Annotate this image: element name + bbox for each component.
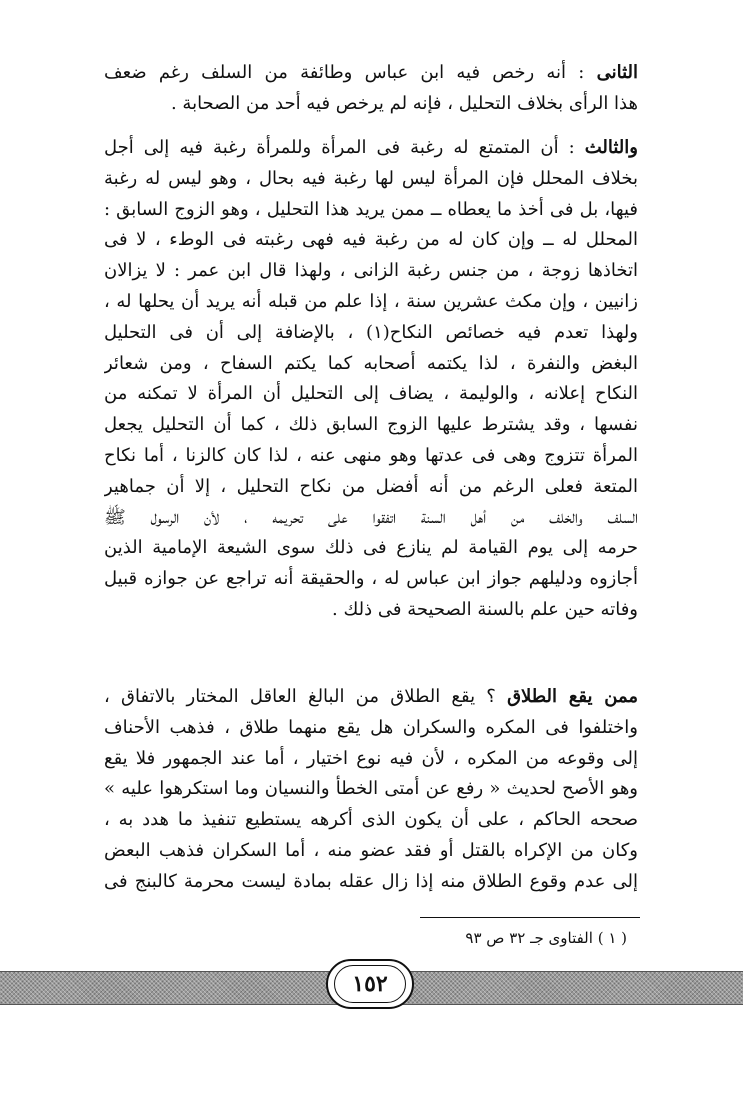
text-line: ممن يقع الطلاق ؟ يقع الطلاق من البالغ العاقل المختار بالاتفاق ، [104, 686, 638, 707]
text-line: السلف والخلف من أهل السنة اتفقوا على تحريمه ، لأن الرسول ﷺ [104, 506, 638, 528]
text-line: هذا الرأى بخلاف التحليل ، فإنه لم يرخص فيه أحد من الصحابة . [170, 92, 638, 114]
text-line: بخلاف المحلل فإن المرأة ليس لها رغبة فيه بحال ، وهو ليس له رغبة [104, 167, 638, 189]
paragraph-second [104, 58, 638, 120]
text-line: وهو الأصح لحديث « رفع عن أمتى الخطأ والنسيان وما استكرهوا عليه » [104, 778, 638, 800]
text-line: المحلل له ــ وإن كان له من رغبة فيه فهى رغبته فى الوطء ، لا فى [104, 229, 638, 251]
text-line: أجازوه ودليلهم جواز ابن عباس له ، والحقيقة أنه تراجع عن جوازه قبيل [104, 568, 638, 590]
text-line: صححه الحاكم ، على أن يكون الذى أكرهه يستطيع تنفيذ ما هدد به ، [104, 809, 638, 831]
footnote: ( ١ ) الفتاوى جـ ٣٢ ص ٩٣ [465, 929, 627, 947]
text-line: نفسها ، وقد يشترط عليها الزوج السابق ذلك ، كما أن التحليل يجعل [104, 414, 638, 436]
text-line: المرأة تتزوج وهى فى عدتها وهو منهى عنه ، لذا كان كالزنا ، أما نكاح [104, 444, 638, 466]
page-number: ١٥٢ [334, 965, 406, 1003]
text-line: إلى وقوعه من المكره ، لأن فيه نوع اختيار ، أما عند الجمهور فلا يقع [104, 747, 638, 769]
text-line: البغض والنفرة ، لذا يكتمه أصحابه كما يكتم السفاح ، ومن شعائر [104, 352, 638, 374]
text-line: ولهذا تعدم فيه خصائص النكاح(١) ، بالإضافة إلى أن فى التحليل [104, 321, 638, 343]
page-number-badge [326, 959, 414, 1009]
footnote-separator [420, 917, 640, 918]
paragraph-divorce [104, 682, 638, 898]
heading-divorce: ممن يقع الطلاق [507, 686, 638, 707]
text-line: الثانى : أنه رخص فيه ابن عباس وطائفة من السلف رغم ضعف [104, 62, 638, 83]
text-line: اتخاذها زوجة ، من جنس رغبة الزانى ، ولهذا قال ابن عمر : لا يزالان [104, 260, 638, 282]
text-line: وفاته حين علم بالسنة الصحيحة فى ذلك . [332, 598, 638, 620]
text-line: إلى عدم وقوع الطلاق منه إذا زال عقله بمادة ليست محرمة كالبنج فى [104, 870, 638, 892]
text-line: والثالث : أن المتمتع له رغبة فى المرأة وللمرأة رغبة فيه إلى أجل [104, 137, 638, 158]
text-line: حرمه إلى يوم القيامة لم ينازع فى ذلك سوى الشيعة الإمامية الذين [104, 537, 638, 559]
heading-second: الثانى [596, 62, 638, 83]
text-line: واختلفوا فى المكره والسكران هل يقع منهما طلاق ، فذهب الأحناف [104, 716, 638, 738]
paragraph-third [104, 133, 638, 626]
text-line: المتعة فعلى الرغم من أنه أفضل من نكاح التحليل ، إلا أن جماهير [104, 475, 638, 497]
text-line: وكان من الإكراه بالقتل أو فقد عضو منه ، أما السكران فذهب البعض [104, 839, 638, 861]
heading-third: والثالث [584, 137, 638, 158]
text-line: زانيين ، وإن مكث عشرين سنة ، إذا علم من قبله أنه يريد أن يحلها له ، [104, 290, 638, 312]
text-line: النكاح إعلانه ، والوليمة ، يضاف إلى التحليل أن المرأة لا تمكنه من [104, 383, 638, 405]
text-line: فيها، بل فى أخذ ما يعطاه ــ ممن يريد هذا التحليل ، وهو الزوج السابق : [104, 198, 638, 220]
